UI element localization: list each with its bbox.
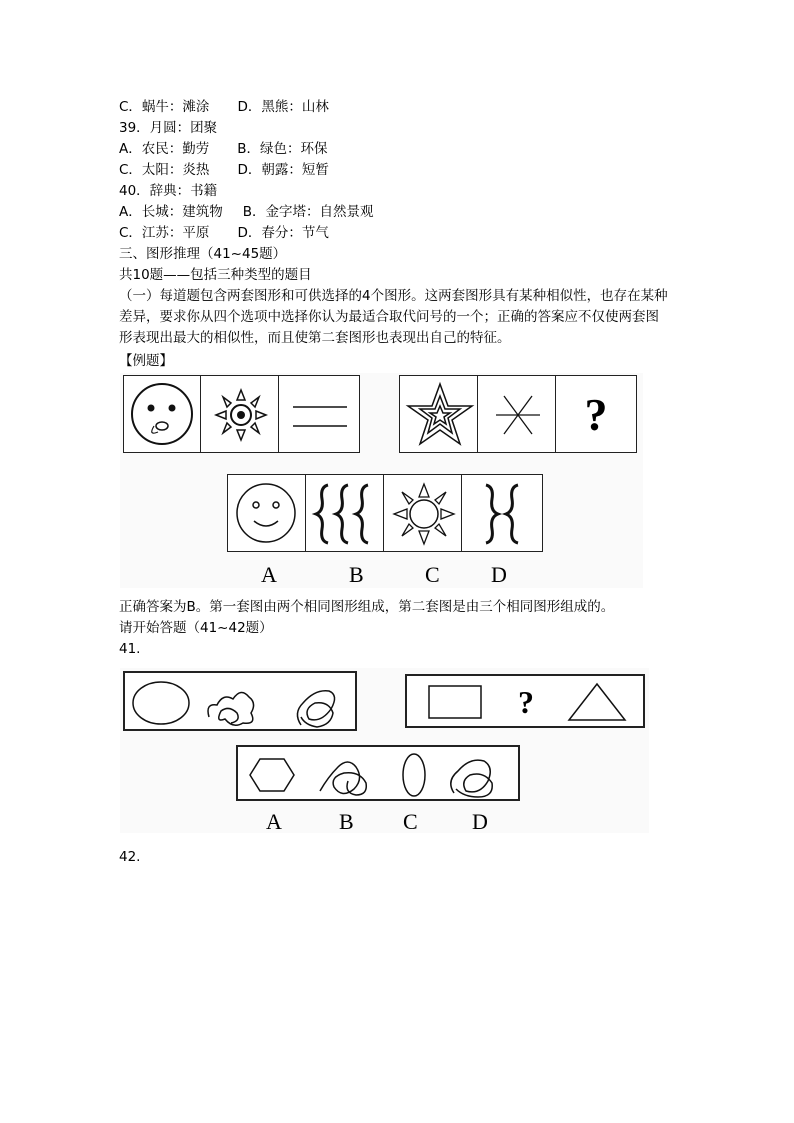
rectangle-icon [429,686,481,718]
nested-star-icon [400,376,480,454]
ellipse-icon [403,754,425,796]
q41-figure [120,668,649,833]
example-cell-sun [200,375,280,453]
hexagon-icon [250,759,294,791]
section-heading: 三、图形推理（41~45题） [119,246,287,262]
option-line [119,161,329,179]
example-cell-face [123,375,203,453]
pig-face-icon [124,376,204,454]
ellipse-icon [133,682,189,724]
option-d: D．春分：节气 [237,225,329,241]
option-a: A．长城：建筑物 [119,204,223,220]
scribble-icon [451,760,492,797]
example-cell-question [555,375,637,453]
sun-outline-icon [384,475,464,553]
option-c-39-prev: C．蜗牛：滩涂 [119,99,210,115]
option-c: C．江苏：平原 [119,225,210,241]
question-39: 39．月圆：团聚 [119,120,218,136]
triangle-icon [569,684,625,720]
q41-first-set-shapes [125,673,359,733]
option-d-39-prev: D．黑熊：山林 [237,99,329,115]
q41-second-set [405,674,645,728]
example-figure [120,373,643,588]
smiley-face-icon [228,475,308,553]
option-letter-a: A [266,809,282,834]
example-cell-star [399,375,479,453]
q41-option-shapes [238,747,522,803]
example-option-d [461,474,543,552]
q41-first-set [123,671,357,731]
example-label: 【例题】 [119,353,173,369]
question-mark: ? [518,684,534,720]
example-cell-lines [278,375,360,453]
option-d: D．朝露：短暂 [237,162,329,178]
two-lines-icon [279,376,361,454]
example-cell-asterisk [477,375,557,453]
two-braces-icon [462,475,544,553]
option-b: B．绿色：环保 [237,141,328,157]
option-c: C．太阳：炎热 [119,162,210,178]
three-braces-icon [306,475,386,553]
example-option-b [305,474,385,552]
section-note: 共10题——包括三种类型的题目 [119,267,312,283]
three-lines-cross-icon [478,376,558,454]
scribble-icon [320,762,366,795]
option-letter-c: C [425,562,440,587]
scribble-icon [208,692,254,725]
option-letter-c: C [403,809,418,834]
option-letter-d: D [472,809,488,834]
scribble-icon [297,691,334,727]
option-line [119,203,374,221]
option-line [119,224,329,242]
q41-options [236,745,520,801]
question-40: 40．辞典：书籍 [119,183,218,199]
option-letter-d: D [491,562,507,587]
option-letter-b: B [349,562,364,587]
start-answering: 请开始答题（41~42题） [119,620,273,636]
example-answer: 正确答案为B。第一套图由两个相同图形组成，第二套图是由三个相同图形组成的。 [119,599,615,615]
question-41-number: 41. [119,641,141,657]
example-option-c [383,474,463,552]
option-a: A．农民：勤劳 [119,141,210,157]
question-42-number: 42. [119,849,141,865]
option-line [119,140,328,158]
question-mark: ? [584,388,608,440]
option-line [119,98,329,116]
instructions: （一）每道题包含两套图形和可供选择的4个图形。这两套图形具有某种相似性，也存在某种差异，要求你从四个选项中选择你认为最适合取代问号的一个；正确的答案应不仅使两套图形表现出最大的相似性，而且使第二套图形也表现出自己的特征。 [119,288,668,346]
option-letter-a: A [261,562,277,587]
example-option-a [227,474,307,552]
option-b: B．金字塔：自然景观 [242,204,374,220]
sun-icon [201,376,281,454]
option-letter-b: B [339,809,354,834]
